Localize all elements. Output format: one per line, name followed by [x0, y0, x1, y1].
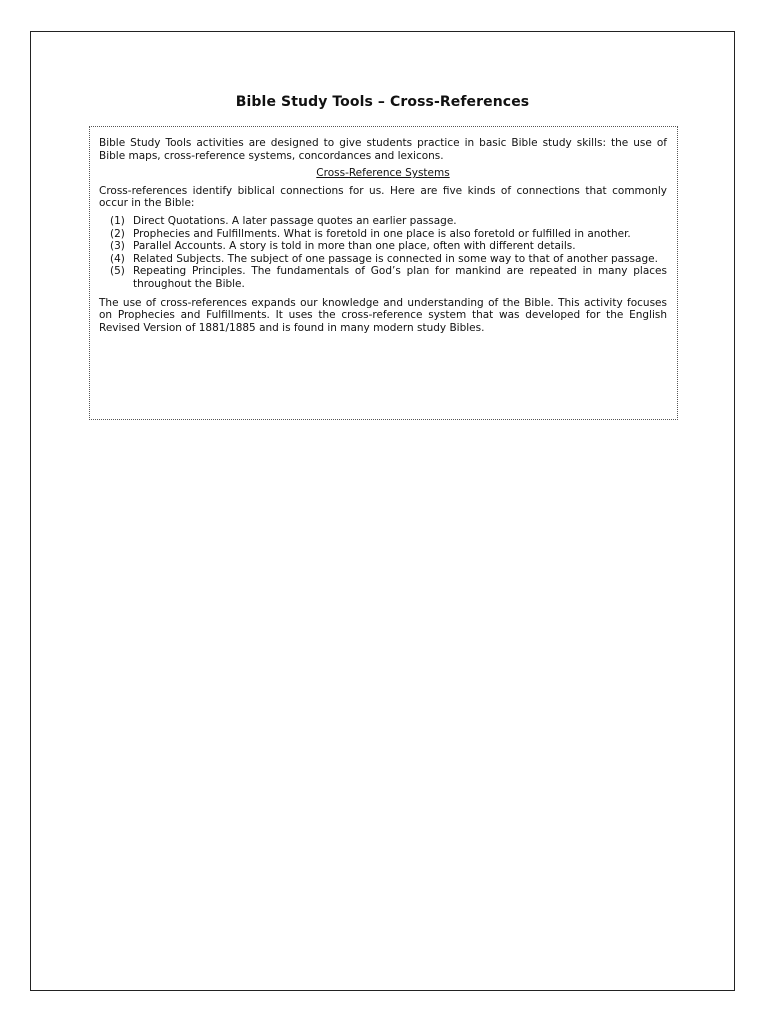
- list-item-number: (4): [110, 252, 125, 265]
- closing-paragraph: The use of cross-references expands our knowledge and understanding of the Bible. This activity focuses on Prophecies and Fulfillments. It uses the cross-reference system that was developed for the English Revised Version of 1881/1885 and is found in many modern study Bibles.: [99, 296, 667, 334]
- info-box: [89, 126, 678, 420]
- connection-list: [99, 215, 667, 291]
- list-item-number: (1): [110, 214, 125, 227]
- list-item: [99, 240, 667, 253]
- section-heading: Cross-Reference Systems: [316, 167, 450, 180]
- list-item: [99, 228, 667, 241]
- list-item-number: (3): [110, 240, 125, 253]
- list-intro-paragraph: Cross-references identify biblical connections for us. Here are five kinds of connections that commonly occur in the Bible:: [99, 184, 667, 210]
- list-item: [99, 253, 667, 266]
- list-item-text: Related Subjects. The subject of one passage is connected in some way to that of another passage.: [133, 252, 658, 265]
- page-title: Bible Study Tools – Cross-References: [235, 94, 530, 110]
- list-item: [99, 215, 667, 228]
- intro-paragraph: Bible Study Tools activities are designed to give students practice in basic Bible study skills: the use of Bible maps, cross-reference systems, concordances and lexicons.: [99, 137, 667, 162]
- list-item-text: Prophecies and Fulfillments. What is foretold in one place is also foretold or fulfilled in another.: [133, 227, 631, 240]
- list-item: [99, 265, 667, 290]
- list-item-text: Direct Quotations. A later passage quotes an earlier passage.: [133, 214, 457, 227]
- list-item-text: Repeating Principles. The fundamentals of God’s plan for mankind are repeated in many places throughout the Bible.: [133, 265, 667, 290]
- list-item-number: (2): [110, 227, 125, 240]
- list-item-number: (5): [110, 265, 125, 278]
- document-page: [30, 31, 735, 991]
- list-item-text: Parallel Accounts. A story is told in more than one place, often with different details.: [133, 240, 576, 253]
